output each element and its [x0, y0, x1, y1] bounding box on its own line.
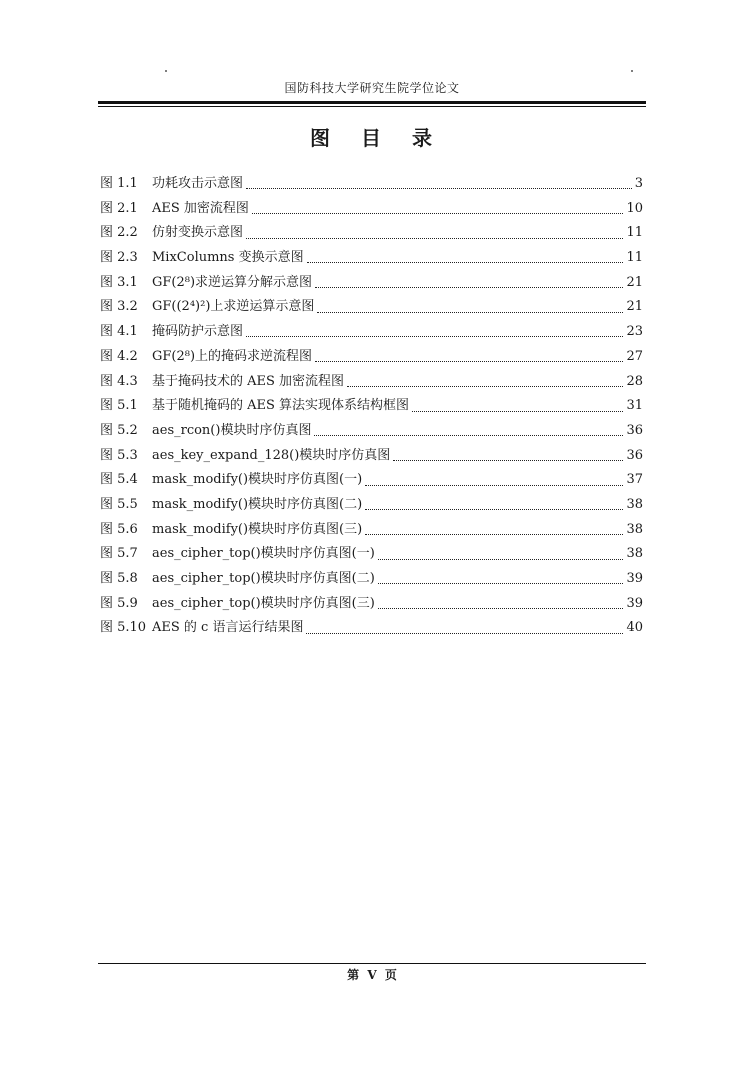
- figure-page-number: 27: [626, 348, 643, 364]
- scan-speck: [631, 70, 633, 72]
- dot-leader: [378, 607, 624, 609]
- figure-title: GF(2⁸)求逆运算分解示意图: [152, 274, 313, 290]
- figure-title: aes_cipher_top()模块时序仿真图(三): [152, 595, 375, 611]
- figure-number: 图 4.3: [100, 373, 138, 389]
- dot-leader: [306, 632, 623, 634]
- figure-page-number: 21: [626, 274, 643, 290]
- header-rule-thick: [98, 101, 646, 104]
- figure-page-number: 38: [626, 496, 643, 512]
- figure-title: 基于随机掩码的 AES 算法实现体系结构框图: [152, 398, 410, 414]
- figure-number: 图 3.2: [100, 299, 138, 315]
- dot-leader: [365, 533, 623, 535]
- dot-leader: [307, 261, 624, 263]
- figure-number: 图 4.1: [100, 324, 138, 340]
- toc-entry[interactable]: [100, 394, 643, 419]
- dot-leader: [347, 385, 623, 387]
- toc-entry[interactable]: [100, 172, 643, 197]
- toc-entry[interactable]: [100, 444, 643, 469]
- toc-entry[interactable]: [100, 370, 643, 395]
- dot-leader: [317, 311, 623, 313]
- figure-title: GF((2⁴)²)上求逆运算示意图: [152, 299, 315, 315]
- figure-title: 功耗攻击示意图: [152, 176, 244, 191]
- figure-number: 图 5.7: [100, 546, 138, 562]
- figure-page-number: 37: [626, 472, 643, 488]
- toc-entry[interactable]: [100, 616, 643, 641]
- figure-number: 图 5.3: [100, 447, 138, 463]
- figure-title: AES 加密流程图: [152, 200, 249, 216]
- figure-number: 图 2.1: [100, 200, 138, 216]
- dot-leader: [252, 212, 624, 214]
- figure-number: 图 5.4: [100, 472, 138, 488]
- toc-entry[interactable]: [100, 271, 643, 296]
- figure-number: 图 5.9: [100, 595, 138, 611]
- dot-leader: [365, 484, 623, 486]
- footer-rule: [98, 963, 646, 964]
- toc-entry[interactable]: [100, 295, 643, 320]
- figure-title: AES 的 c 语言运行结果图: [152, 620, 304, 636]
- figure-page-number: 39: [626, 595, 643, 611]
- dot-leader: [393, 459, 623, 461]
- figure-number: 图 5.6: [100, 521, 138, 537]
- figure-page-number: 31: [626, 398, 643, 414]
- toc-entry[interactable]: [100, 320, 643, 345]
- figure-title: 基于掩码技术的 AES 加密流程图: [152, 373, 345, 389]
- figure-page-number: 3: [634, 176, 643, 191]
- figure-number: 图 2.2: [100, 225, 138, 241]
- dot-leader: [246, 187, 632, 189]
- dot-leader: [315, 286, 623, 288]
- dot-leader: [246, 335, 623, 337]
- figure-page-number: 38: [626, 546, 643, 562]
- figure-page-number: 40: [626, 620, 643, 636]
- dot-leader: [314, 434, 623, 436]
- figure-page-number: 36: [626, 447, 643, 463]
- page-title: 图 目 录: [310, 126, 434, 150]
- figure-title: aes_rcon()模块时序仿真图: [152, 422, 312, 438]
- figure-number: 图 1.1: [100, 176, 138, 191]
- figure-number: 图 4.2: [100, 348, 138, 364]
- toc-entry[interactable]: [100, 542, 643, 567]
- figure-title: aes_cipher_top()模块时序仿真图(一): [152, 546, 375, 562]
- figure-page-number: 39: [626, 571, 643, 586]
- figure-page-number: 36: [626, 422, 643, 438]
- running-header: 国防科技大学研究生院学位论文: [284, 81, 460, 95]
- header-rule-thin: [98, 106, 646, 107]
- toc-entry[interactable]: [100, 221, 643, 246]
- toc-entry[interactable]: [100, 468, 643, 493]
- figure-number: 图 2.3: [100, 250, 138, 266]
- figure-title: mask_modify()模块时序仿真图(三): [152, 521, 363, 537]
- figure-page-number: 21: [626, 299, 643, 315]
- figure-page-number: 38: [626, 521, 643, 537]
- figure-page-number: 23: [626, 324, 643, 340]
- dot-leader: [365, 508, 623, 510]
- toc-entry[interactable]: [100, 518, 643, 543]
- page-number: 第 V 页: [347, 968, 397, 982]
- figure-title: GF(2⁸)上的掩码求逆流程图: [152, 348, 313, 364]
- dot-leader: [246, 237, 623, 239]
- figure-title: aes_cipher_top()模块时序仿真图(二): [152, 571, 375, 586]
- toc-entry[interactable]: [100, 197, 643, 222]
- figure-number: 图 5.10: [100, 620, 147, 636]
- figure-page-number: 10: [626, 200, 643, 216]
- figure-number: 图 5.1: [100, 398, 138, 414]
- figure-title: mask_modify()模块时序仿真图(二): [152, 496, 363, 512]
- figure-number: 图 5.8: [100, 571, 138, 586]
- toc-entry[interactable]: [100, 345, 643, 370]
- figure-title: 仿射变换示意图: [152, 225, 244, 241]
- figure-number: 图 5.2: [100, 422, 138, 438]
- figure-number: 图 3.1: [100, 274, 138, 290]
- dot-leader: [315, 360, 623, 362]
- figure-number: 图 5.5: [100, 496, 138, 512]
- toc-entry[interactable]: [100, 592, 643, 617]
- toc-entry[interactable]: [100, 246, 643, 271]
- figure-page-number: 28: [626, 373, 643, 389]
- figure-title: mask_modify()模块时序仿真图(一): [152, 472, 363, 488]
- toc-entry[interactable]: [100, 567, 643, 592]
- dot-leader: [378, 582, 624, 584]
- scan-speck: [165, 70, 167, 72]
- figure-page-number: 11: [626, 225, 643, 241]
- dot-leader: [378, 558, 624, 560]
- toc-entry[interactable]: [100, 419, 643, 444]
- figure-title: MixColumns 变换示意图: [152, 250, 304, 266]
- figure-title: 掩码防护示意图: [152, 324, 244, 340]
- figure-title: aes_key_expand_128()模块时序仿真图: [152, 447, 391, 463]
- dot-leader: [412, 410, 623, 412]
- toc-entry[interactable]: [100, 493, 643, 518]
- figure-list: [100, 172, 643, 641]
- figure-page-number: 11: [626, 250, 643, 266]
